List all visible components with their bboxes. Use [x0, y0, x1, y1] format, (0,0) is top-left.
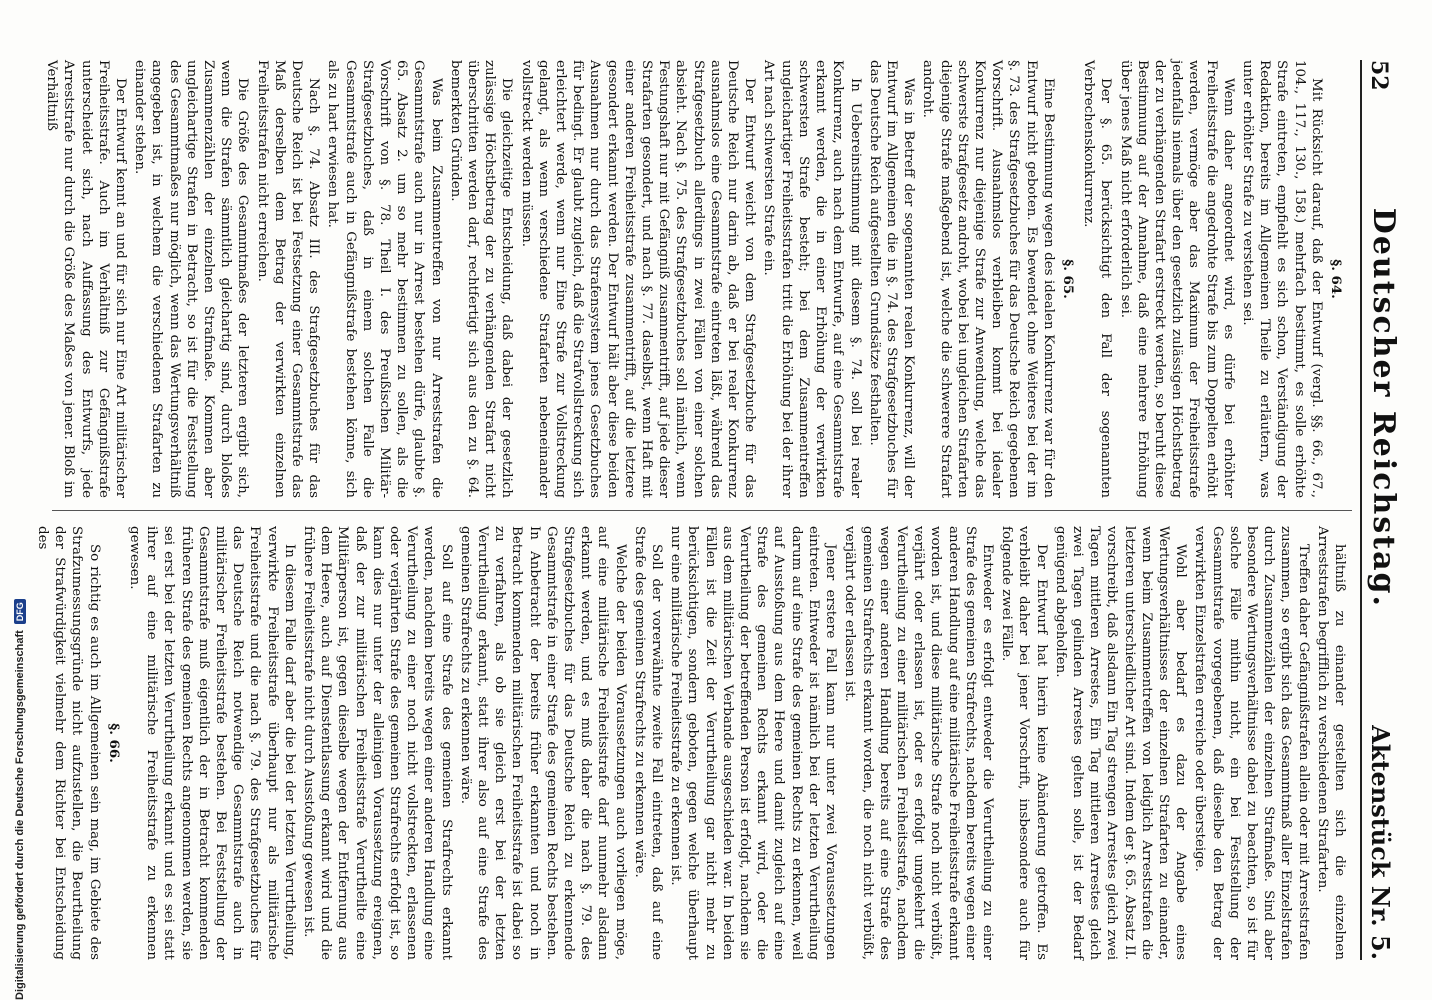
page-content	[34, 60, 1410, 960]
funding-note	[14, 599, 26, 1000]
paragraph: Nach §. 74. Absatz III. des Strafgesetzbuches für das Deutsche Reich ist bei Festsetzung einer Gesammtstrafe das Maß derselben dem Betrag der verwirkten einzelnen Freiheitsstrafen nicht erreichen.	[254, 60, 322, 498]
section-heading: §. 66.	[105, 723, 122, 763]
paragraph: Was beim Zusammentreffen von nur Arreststrafen die Gesammtstrafe auch nur in Arrest bestehen dürfe, glaubte §. 65. Absatz 2. um so mehr bestimmen zu sollen, als die Vorschrift von §. 78. Theil I. des Preußischen Militär-Strafgesetzbuches, daß in einem solchen Falle die Gesammtstrafe auch in Gefängnißstrafe bestehen könne, sich als zu hart erwiesen hat.	[325, 60, 444, 498]
paragraph: hältniß zu einander gestellten sich die einzelnen Arreststrafen begrifflich zu verschiedenen Strafarten.	[1314, 526, 1347, 960]
section-heading: §. 65.	[1059, 259, 1076, 299]
paragraph: Soll auf eine Strafe des gemeinen Strafrechts erkannt werden, nachdem bereits wegen einer anderen Handlung eine Verurtheilung zu einer noch nicht vollstreckten, erlassenen oder verjährten Strafe des gemeinen Strafrechts erfolgt ist, so kann dies nur unter der alleinigen Voraussetzung ereignen, daß der zur militärischen Freiheitsstrafe Verurtheilte eine Militärperson ist, gegen dieselbe wegen der Entfernung aus dem Heere, auch auf Dienstentlassung erkannt wird und die frühere Freiheitsstrafe nicht durch Ausstoßung gewesen ist.	[301, 526, 454, 960]
paragraph: Die gleichzeitige Entscheidung, daß dabei der gesetzlich zulässige Höchstbetrag der zu verhängenden Strafart nicht überschritten werden darf, rechtfertigt sich aus den zu §. 64. bemerkten Gründen.	[447, 60, 515, 498]
paragraph: Soll der vorerwähnte zweite Fall eintreten, daß auf eine Strafe des gemeinen Strafrechts zu erkennen wäre.	[631, 526, 665, 960]
paragraph: Welche der beiden Voraussetzungen auch vorliegen möge, auf eine militärische Freiheitsstrafe darf nunmehr alsdann erkannt werden, und es muß daher die nach §. 79. des Strafgesetzbuches für das Deutsche Reich zu erkennende Gesammtstrafe in einer Strafe des gemeinen Rechts bestehen. In Anbetracht der bereits früher erkannten und noch in Betracht kommenden militärischen Freiheitsstrafe ist dabei so zu verfahren, als ob sie gleich erst bei der letzten Verurtheilung erkannt, statt ihrer also auf eine Strafe des gemeinen Strafrechts zu erkennen wäre.	[457, 526, 628, 960]
funding-text: Digitalisierung gefördert durch die Deutsche Forschungsgemeinschaft	[14, 630, 26, 1000]
page-number: 52	[1366, 60, 1392, 91]
paragraph: Der Entwurf hat hierin keine Abänderung getroffen. Es verbleibt daher bei jener Vorschrift, insbesondere auch für folgende zwei Fälle.	[999, 526, 1049, 960]
paragraph: Der Entwurf kennt an und für sich nur Eine Art militärischer Freiheitsstrafe. Auch im Verhältniß zur Gefängnißstrafe unterscheidet sich, nach Auffassung des Entwurfs, jede Arreststrafe nur durch die Größe des Maßes von jener. Bloß im Verhältniß	[44, 60, 128, 498]
paragraph: In Uebereinstimmung mit diesem §. 74. soll bei realer Konkurrenz, auch nach dem Entwurfe, auf eine Gesammtstrafe erkannt werden, die in einer Erhöhung der verwirkten schwersten Strafe besteht; bei dem Zusammentreffen ungleichartiger Freiheitsstrafen tritt die Erhöhung bei der ihrer Art nach schwersten Strafe ein.	[761, 60, 863, 498]
paragraph: Entweder es erfolgt entweder die Verurtheilung zu einer Strafe des gemeinen Strafrechts, nachdem bereits wegen einer anderen Handlung auf eine militärische Freiheitsstrafe erkannt worden ist, und diese militärische Strafe noch nicht verbüßt, verjährt oder erlassen ist, oder es erfolgt umgekehrt die Verurtheilung zu einer militärischen Freiheitsstrafe, nachdem wegen einer anderen Handlung bereits auf eine Strafe des gemeinen Strafrechts erkannt worden, die noch nicht verbüßt, verjährt oder erlassen ist.	[842, 526, 995, 960]
paragraph: Die Größe des Gesammtmaßes der letzteren ergibt sich, wenn die Strafen sämmtlich gleichartig sind, durch bloßes Zusammenzählen der einzelnen Strafmaße. Kommen aber ungleichartige Strafen in Betracht, so ist für die Feststellung des Gesammtmaßes nur möglich, wenn das Wertungsverhältniß angegeben ist, in welchem die verschiedenen Strafarten zu einander stehen.	[132, 60, 251, 498]
right-column	[34, 526, 1348, 960]
paragraph: Was in Betreff der sogenannten realen Konkurrenz, will der Entwurf im Allgemeinen die in §. 74. des Strafgesetzbuches für das Deutsche Reich aufgestellten Grundsätze festhalten.	[866, 60, 917, 498]
paragraph: Der Entwurf weicht von dem Strafgesetzbuche für das Deutsche Reich nur darin ab, daß er bei realer Konkurrenz ausnahmslos eine Gesammtstrafe eintreten läßt, während das Strafgesetzbuch allerdings in zwei Fällen von einer solchen absieht. Nach §. 75. des Strafgesetzbuches soll nämlich, wenn Festungshaft nur mit Gefängniß zusammentrifft, auf jede dieser Strafarten gesondert, und nach §. 77. daselbst, wenn Haft mit einer anderen Freiheitsstrafe zusammentrifft, auf die letztere gesondert erkannt werden. Der Entwurf hält aber diese beiden Ausnahmen nur durch das Strafensystem jenes Gesetzbuches für bedingt. Er glaubt zugleich, daß die Strafvollstreckung sich erleichtert werde, wenn nur Eine Strafe zur Vollstreckung gelangt, als wenn verschiedene Strafarten nebeneinander vollstreckt werden müssen.	[518, 60, 758, 498]
left-column	[44, 60, 1348, 498]
paragraph: Der §. 65. berücksichtigt den Fall der sogenannten Verbrechenskonkurrenz.	[1081, 60, 1114, 498]
column-divider	[52, 510, 1352, 511]
paragraph: Wohl aber bedarf es dazu der Angabe eines Wertungsverhältnisses der einzelnen Strafarten zu einander, wenn beim Zusammentreffen von lediglich Arreststrafen die letzteren unterschiedlicher Art sind. Indem der §. 65. Absatz II. vorschreibt, daß alsdann Ein Tag strengen Arrestes gleich zwei Tagen mittleren Arrestes, Ein Tag mittleren Arrestes gleich zwei Tagen gelinden Arrestes gelten solle, ist der Bedarf genügend abgeholfen.	[1052, 526, 1189, 960]
dfg-logo: DFG	[14, 599, 26, 624]
section-heading: §. 64.	[1328, 259, 1344, 299]
paragraph: Eine Bestimmung wegen des idealen Konkurrenz war für den Entwurf nicht geboten. Es bewendet ohne Weiteres bei der im §. 73. des Strafgesetzbuches für das Deutsche Reich gegebenen Vorschrift. Ausnahmslos verbleiben kommt bei idealer Konkurrenz nur diejenige Strafe zur Anwendung, welche das schwerste Strafgesetz androht, wobei bei ungleichen Strafarten diejenige Strafe maßgebend ist, welche die schwerere Strafart androht.	[920, 60, 1056, 498]
paragraph: Jener erstere Fall kann nur unter zwei Voraussetzungen eintreten. Entweder ist nämlich bei der letzten Verurtheilung darum auf eine Strafe des gemeinen Rechts zu erkennen, weil auf Ausstoßung aus dem Heere und damit zugleich auf eine Strafe des gemeinen Rechts erkannt wird, oder die Verurtheilung der betreffenden Person ist erfolgt, nachdem sie aus dem militärischen Verbande ausgeschieden war. In beiden Fällen ist die Zeit der Verurtheilung gar nicht mehr zu berücksichtigen, sondern geboten, gegen welche überhaupt nur eine militärische Freiheitsstrafe zu erkennen ist.	[668, 526, 839, 960]
page-header	[1360, 60, 1410, 960]
paragraph: Mit Rücksicht darauf, daß der Entwurf (vergl. §§. 66., 67., 104., 117., 130., 158.) mehrfach bestimmt, es solle erhöhte Strafe eintreten, empfiehlt es sich schon, Verständigung der Redaktion, bereits im Allgemeinen Theile zu erläutern, was unter erhöhter Strafe zu verstehen sei.	[1239, 60, 1324, 498]
paragraph: So richtig es auch im Allgemeinen sein mag, im Gebiete des Strafzumessungsgründe nicht aufzustellen, die Beurtheilung der Strafwürdigkeit vielmehr dem Richter bei Entscheidung des	[34, 526, 102, 960]
document-number: Aktenstück Nr. 5.	[1366, 725, 1395, 960]
paragraph: Wenn daher angeordnet wird, es dürfe bei erhöhter Freiheitsstrafe die angedrohte Strafe bis zum Doppelten erhöht werden, vermöge aber das Maximum der Freiheitsstrafe jedenfalls niemals über den gesetzlich zulässigen Höchstbetrag der zu verhängenden Strafart erstreckt werden, so beruht diese Bestimmung auf der Annahme, daß eine mehrere Erhöhung über jenes Maß nicht erforderlich sei.	[1117, 60, 1236, 498]
page-title: Deutscher Reichstag.	[1366, 207, 1401, 608]
paragraph: In diesem Falle darf aber die bei der letzten Verurtheilung, verwirkte Freiheitsstrafe überhaupt nur als militärische Freiheitsstrafe und die nach §. 79. des Strafgesetzbuches für das Deutsche Reich notwendige Gesammtstrafe auch in militärischer Freiheitsstrafe bestehen. Bei Feststellung der Gesammtstrafe muß eigentlich der in Betracht kommenden früheren Strafe des gemeinen Rechts angenommen werden, sie sei erst bei der letzten Verurtheilung erkannt und es sei statt ihrer auf eine militärische Freiheitsstrafe zu erkennen gewesen.	[126, 526, 297, 960]
paragraph: Treffen daher Gefängnißstrafen allein oder mit Arreststrafen zusammen, so ergibt sich das Gesammtmaß aller Einzelstrafen durch Zusammenzählen der einzelnen Strafmaße. Sind aber besondere Wertungsverhältnisse dabei zu beachten, so ist für solche Fälle mithin nicht, ein bei Feststellung der Gesammtstrafe vorgegebenen, daß dieselbe den Betrag der verwirkten Einzelstrafen erreiche oder übersteige.	[1192, 526, 1311, 960]
